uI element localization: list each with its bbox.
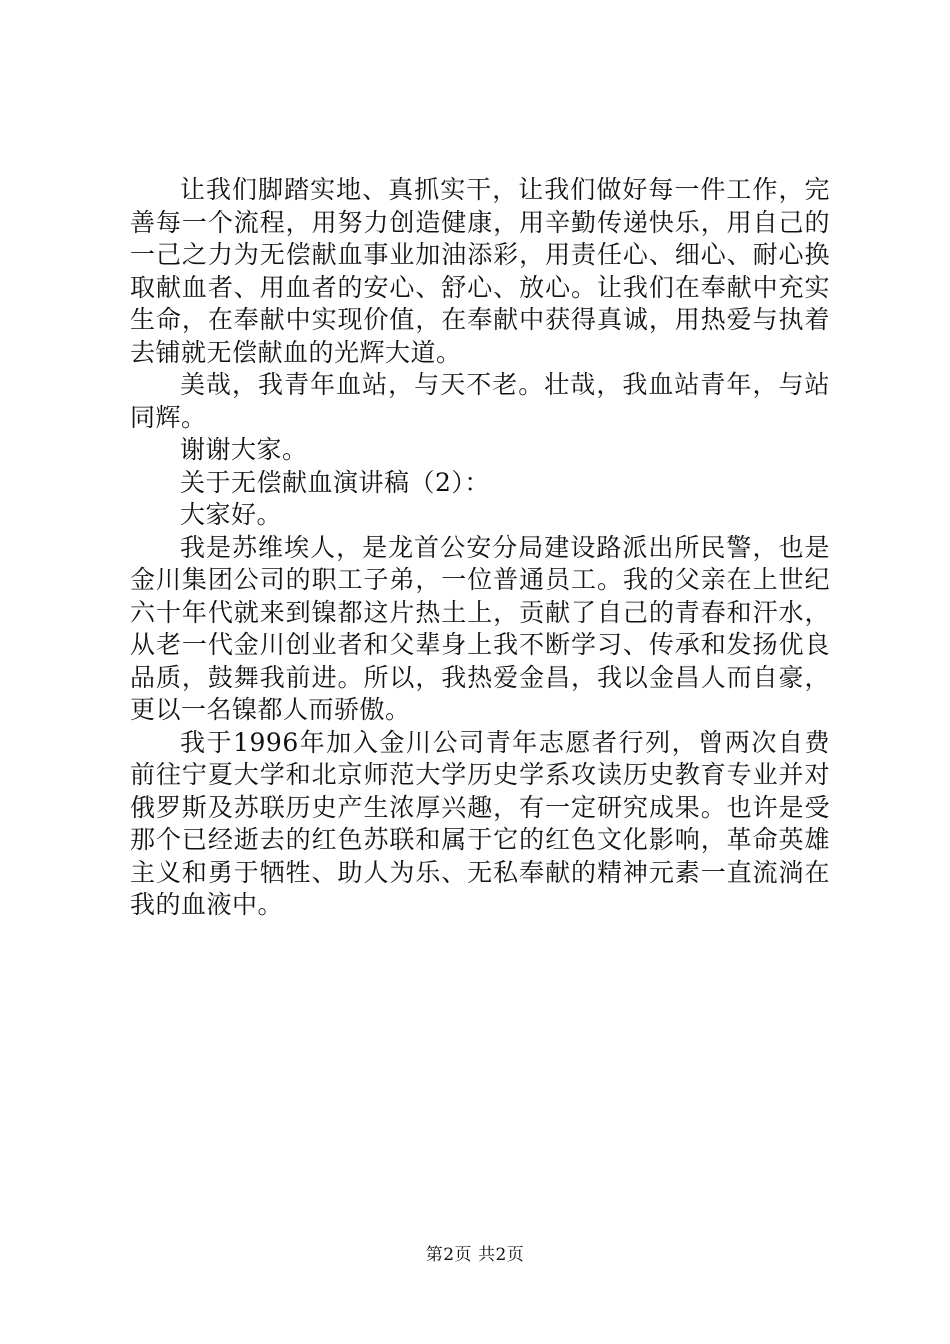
paragraph-introduction: 我是苏维埃人，是龙首公安分局建设路派出所民警，也是金川集团公司的职工子弟，一位普通员工。我的父亲在上世纪六十年代就来到镍都这片热土上，贡献了自己的青春和汗水，从老一代金川创业者和父辈身上我不断学习、传承和发扬优良品质，鼓舞我前进。所以，我热爱金昌，我以金昌人而自豪，更以一名镍都人而骄傲。 xyxy=(130,532,830,724)
paragraph-thanks: 谢谢大家。 xyxy=(180,435,308,464)
speech-2-title: 关于无偿献血演讲稿（2）： xyxy=(180,467,490,497)
paragraph-closing-call: 让我们脚踏实地、真抓实干，让我们做好每一件工作，完善每一个流程，用努力创造健康，用辛勤传递快乐，用自己的一己之力为无偿献血事业加油添彩，用责任心、细心、耐心换取献血者、用血者的安心、舒心、放心。让我们在奉献中充实生命，在奉献中实现价值，在奉献中获得真诚，用热爱与执着去铺就无偿献血的光辉大道。 xyxy=(130,175,830,367)
page-footer: 第2页 共2页 xyxy=(425,1245,525,1265)
document-body xyxy=(130,174,830,922)
paragraph-praise: 美哉，我青年血站，与天不老。壮哉，我血站青年，与站同辉。 xyxy=(130,370,830,432)
paragraph-greeting: 大家好。 xyxy=(180,500,283,529)
paragraph-volunteer-history: 我于1996年加入金川公司青年志愿者行列，曾两次自费前往宁夏大学和北京师范大学历史学系攻读历史教育专业并对俄罗斯及苏联历史产生浓厚兴趣，有一定研究成果。也许是受那个已经逝去的红色苏联和属于它的红色文化影响，革命英雄主义和勇于牺牲、助人为乐、无私奉献的精神元素一直流淌在我的血液中。 xyxy=(130,727,830,919)
